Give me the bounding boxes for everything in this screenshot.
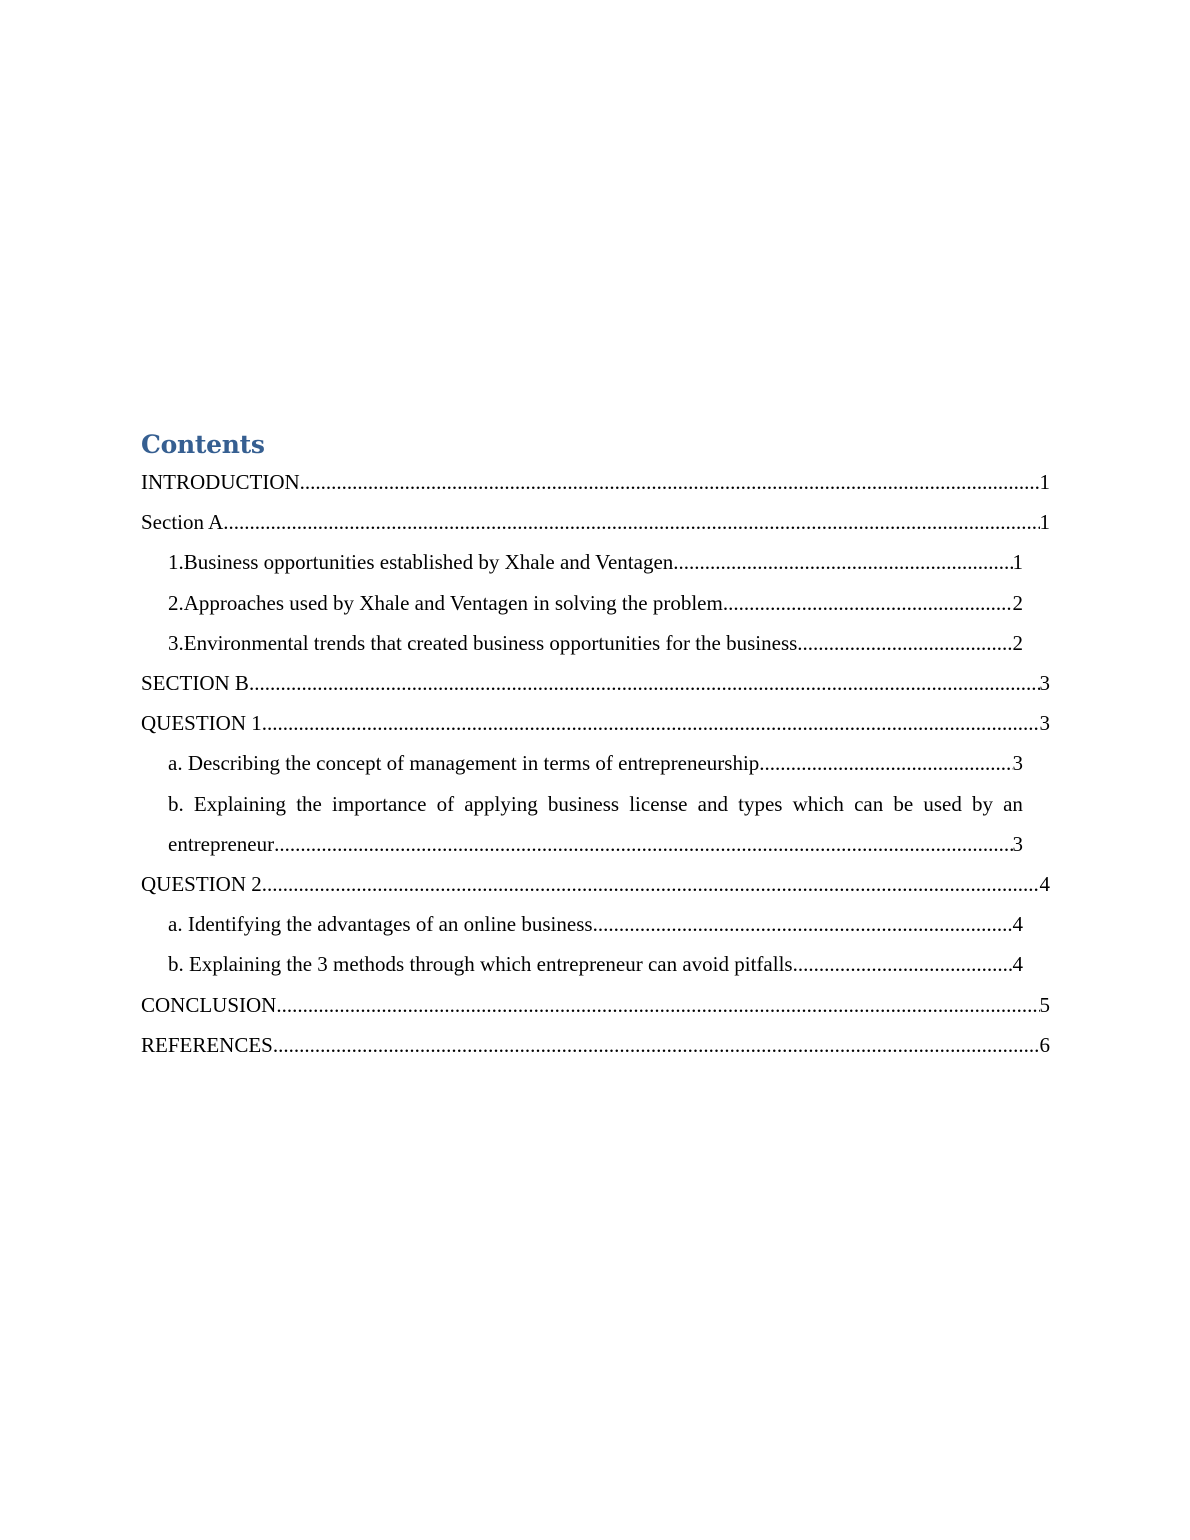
toc-entry-management-concept[interactable] [168,743,1023,783]
toc-entry-page: 3 [1039,671,1050,696]
toc-entry-page: 6 [1039,1032,1050,1057]
toc-entry-word: and [697,791,728,816]
toc-entry-word: can [854,791,884,816]
toc-entry-word: of [436,791,455,816]
toc-entry-word: the [296,791,322,816]
toc-entry-page: 4 [1012,912,1023,937]
dot-leader [673,542,1012,582]
toc-entry-business-license[interactable] [168,784,1023,864]
dot-leader [249,663,1040,703]
toc-entry-word: be [893,791,914,816]
toc-entry-word: importance [331,791,427,816]
toc-entry-label: Section A [141,510,224,535]
toc-entry-environmental-trends[interactable] [168,623,1023,663]
toc-entry-label-justified [168,784,1023,824]
toc-entry-page: 4 [1012,952,1023,977]
toc-entry-label: a. Identifying the advantages of an online business [168,912,593,937]
toc-entry-introduction[interactable] [141,462,1050,502]
toc-entry-label: 3.Environmental trends that created business opportunities for the business [168,630,798,655]
toc-entry-word: an [1003,791,1023,816]
toc-entry-approaches[interactable] [168,583,1023,623]
toc-entry-label: REFERENCES [141,1032,273,1057]
toc-entry-section-a[interactable] [141,502,1050,542]
toc-entry-label: CONCLUSION [141,992,277,1017]
toc-entry-question-1[interactable] [141,703,1050,743]
dot-leader [262,864,1040,904]
dot-leader [300,462,1040,502]
toc-entry-label: SECTION B [141,671,249,696]
toc-entry-word: license [629,791,688,816]
toc-entry-word: b. [168,791,184,816]
toc-entry-page: 2 [1012,630,1023,655]
dot-leader [723,583,1013,623]
dot-leader [223,502,1039,542]
toc-entry-avoid-pitfalls[interactable] [168,944,1023,984]
dot-leader [759,743,1012,783]
toc-list [141,462,1050,1065]
dot-leader [273,1025,1040,1065]
toc-entry-word: used [923,791,962,816]
toc-entry-question-2[interactable] [141,864,1050,904]
toc-entry-label: 1.Business opportunities established by Xhale and Ventagen [168,550,674,575]
table-of-contents [141,428,1050,1065]
toc-entry-word: which [792,791,844,816]
toc-entry-word: business [547,791,620,816]
toc-entry-label: QUESTION 2 [141,872,262,897]
toc-entry-page: 3 [1012,751,1023,776]
dot-leader [276,985,1039,1025]
toc-entry-word: by [971,791,993,816]
toc-entry-section-b[interactable] [141,663,1050,703]
toc-entry-business-opportunities[interactable] [168,542,1023,582]
toc-entry-page: 1 [1039,510,1050,535]
toc-entry-page: 2 [1012,590,1023,615]
toc-entry-page: 1 [1039,470,1050,494]
toc-entry-page: 4 [1039,872,1050,897]
dot-leader [793,944,1013,984]
toc-heading: Contents [141,430,265,459]
toc-entry-page: 3 [1039,711,1050,736]
dot-leader [593,904,1013,944]
dot-leader [262,703,1040,743]
toc-entry-conclusion[interactable] [141,985,1050,1025]
toc-entry-label: b. Explaining the 3 methods through which entrepreneur can avoid pitfalls [168,952,793,977]
toc-entry-continuation [168,824,1023,864]
dot-leader [274,824,1012,864]
toc-entry-word: Explaining [193,791,287,816]
toc-entry-word: applying [464,791,538,816]
toc-entry-label: 2.Approaches used by Xhale and Ventagen in solving the problem [168,590,723,615]
toc-entry-page: 5 [1039,992,1050,1017]
toc-entry-references[interactable] [141,1025,1050,1065]
toc-entry-label: a. Describing the concept of management in terms of entrepreneurship [168,751,760,776]
toc-entry-label: INTRODUCTION [141,470,300,494]
dot-leader [797,623,1012,663]
toc-entry-label: entrepreneur [168,831,275,856]
toc-entry-page: 3 [1012,831,1023,856]
toc-entry-label: QUESTION 1 [141,711,262,736]
toc-entry-online-business[interactable] [168,904,1023,944]
toc-entry-page: 1 [1012,550,1023,575]
toc-entry-word: types [738,791,783,816]
